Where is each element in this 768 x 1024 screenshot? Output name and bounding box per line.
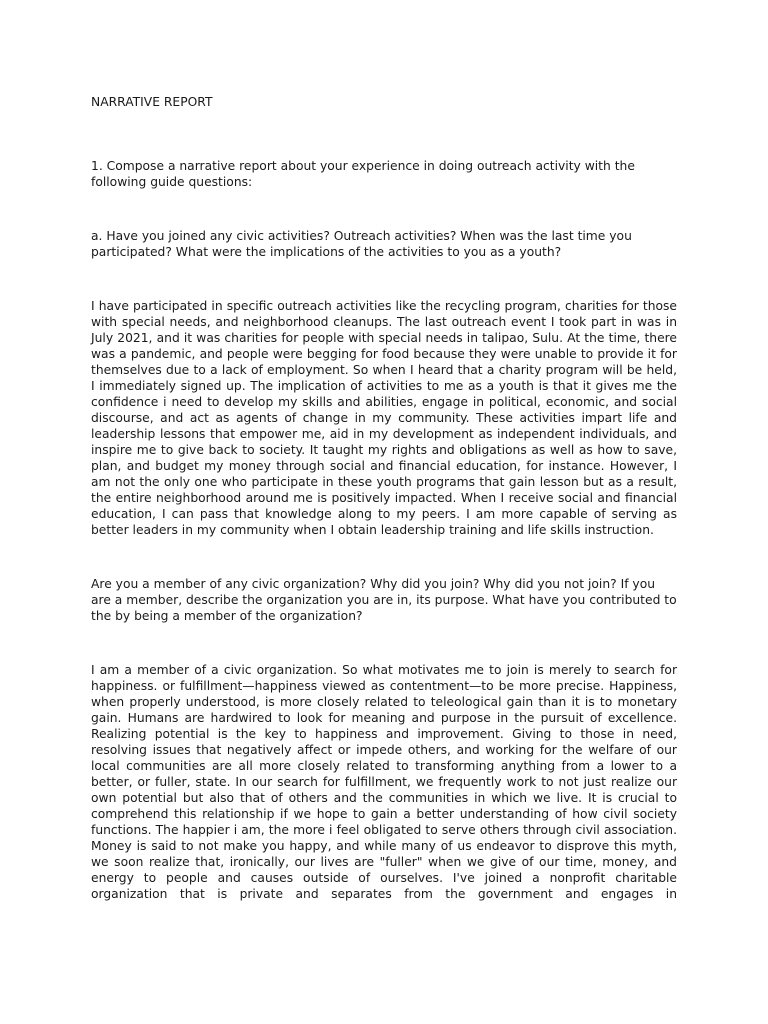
answer-a-paragraph: I have participated in specific outreach activities like the recycling program, charities for those with special needs, and neighborhood cleanups. The last outreach event I took part in was in July 2021, and it was charities for people with special needs in talipao, Sulu. At the time, there was a pandemic, and people were begging for food because they were unable to provide it for themselves due to a lack of employment. So when I heard that a charity program will be held, I immediately signed up. The implication of activities to me as a youth is that it gives me the confidence i need to develop my skills and abilities, engage in political, economic, and social discourse, and act as agents of change in my community. These activities impart life and leadership lessons that empower me, aid in my development as independent individuals, and inspire me to give back to society. It taught my rights and obligations as well as how to save, plan, and budget my money through social and financial education, for instance. However, I am not the only one who participate in these youth programs that gain lesson but as a result, the entire neighborhood around me is positively impacted. When I receive social and financial education, I can pass that knowledge along to my peers. I am more capable of serving as better leaders in my community when I obtain leadership training and life skills instruction. [91,299,677,537]
document-title: NARRATIVE REPORT [91,95,213,109]
question-a-prompt: a. Have you joined any civic activities? Outreach activities? When was the last time you participated? What were the implications of the activities to you as a youth? [91,229,632,259]
question-1-prompt: 1. Compose a narrative report about your experience in doing outreach activity with the following guide questions: [91,159,635,189]
document-body [91,94,677,902]
answer-b-paragraph: I am a member of a civic organization. So what motivates me to join is merely to search for happiness. or fulfillment—happiness viewed as contentment—to be more precise. Happiness, when properly understood, is more closely related to teleological gain than it is to monetary gain. Humans are hardwired to look for meaning and purpose in the pursuit of excellence. Realizing potential is the key to happiness and improvement. Giving to those in need, resolving issues that negatively affect or impede others, and working for the welfare of our local communities are all more closely related to transforming anything from a lower to a better, or fuller, state. In our search for fulfillment, we frequently work to not just realize our own potential but also that of others and the communities in which we live. It is crucial to comprehend this relationship if we hope to gain a better understanding of how civil society functions. The happier i am, the more i feel obligated to serve others through civil association. Money is said to not make you happy, and while many of us endeavor to disprove this myth, we soon realize that, ironically, our lives are "fuller" when we give of our time, money, and energy to people and causes outside of ourselves. I've joined a nonprofit charitable organization that is private and separates from the government and engages in [91,663,677,901]
question-b-prompt: Are you a member of any civic organization? Why did you join? Why did you not join? If you are a member, describe the organization you are in, its purpose. What have you contributed to the by being a member of the organization? [91,577,677,623]
